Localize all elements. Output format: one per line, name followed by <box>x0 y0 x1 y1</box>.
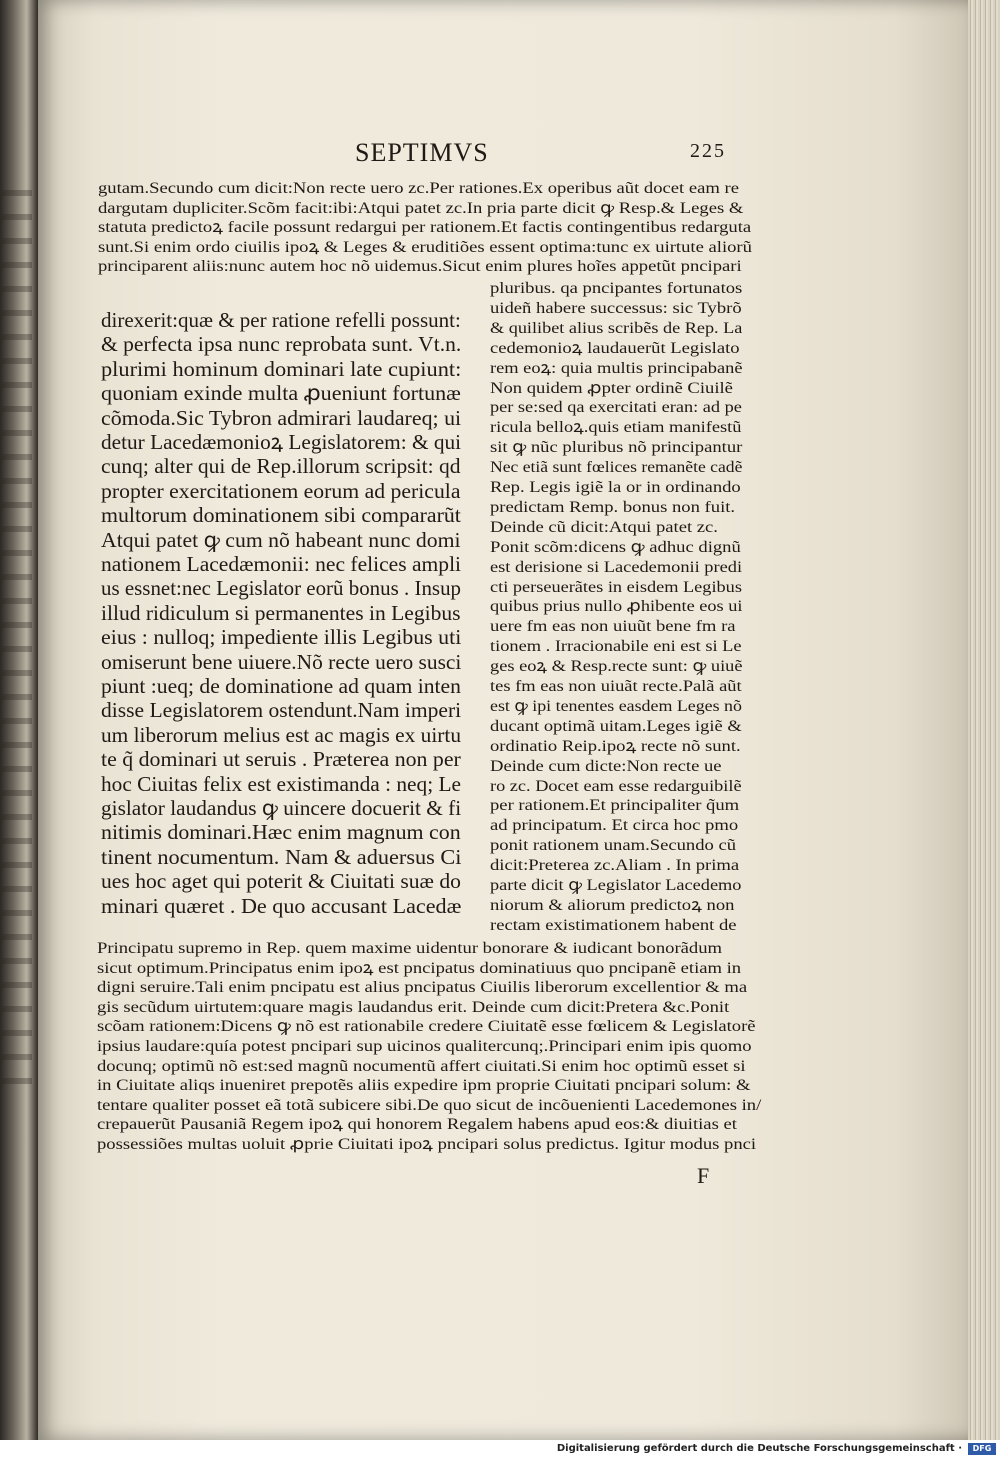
text-line: docunq; optimũ nõ est:sed magnũ nocumentũ affert ciuitati.Si enim hoc optimũ esset si <box>97 1056 746 1075</box>
text-line: ro zc. Docet eam esse redarguibilẽ <box>490 776 742 795</box>
text-line: sunt.Si enim ordo ciuilis ipoꝝ & Leges & eruditiões essent optima:tunc ex uirtute aliorũ <box>98 237 752 256</box>
text-line: omiserunt bene uiuere.Nõ recte uero susci <box>101 649 462 674</box>
text-line: tentare qualiter posset eã totã subicere sibi.De quo sicut de incõuenienti Lacedemones in/ <box>97 1095 762 1114</box>
text-line: statuta predictoꝝ facile possunt redargui per rationem.Et factis contingentibus redarguta <box>98 218 752 236</box>
text-line: dicit:Preterea zc.Aliam . In prima <box>490 856 740 875</box>
text-line: pluribus. qa pncipantes fortunatos <box>490 279 743 297</box>
footer-bar <box>0 1440 1000 1459</box>
text-line: Nec etiã sunt fœlices remanẽte cadẽ <box>490 458 743 477</box>
text-line: sicut optimum.Principatus enim ipoꝝ est pncipatus dominatiuus quo pncipanẽ etiam in <box>97 958 742 977</box>
text-line: predictam Remp. bonus non fuit. <box>490 497 736 516</box>
text-line: piunt :ueq; de dominatione ad quam inten <box>101 674 461 698</box>
text-line: digni seruire.Tali enim pncipatu est alius pncipatus Ciuilis liberorum excellentior & ma <box>97 978 748 997</box>
running-header: SEPTIMVS <box>355 138 489 167</box>
text-line: tionem . Irracionabile eni est si Le <box>490 637 742 656</box>
text-line: sit ꝙ nũc pluribus nõ principantur <box>490 438 743 457</box>
text-line: ues hoc aget qui poterit & Ciuitati suæ do <box>101 869 461 894</box>
text-line: cti perseuerãtes in eisdem Legibus <box>490 577 742 596</box>
text-line: uere fm eas non uiuũt bene fm ra <box>490 617 736 636</box>
text-line: Atqui patet ꝙ cum nõ habeant nunc domi <box>101 527 461 552</box>
text-line: direxerit:quæ & per ratione refelli possunt: <box>101 308 461 332</box>
facing-page-edge <box>0 0 38 1440</box>
text-line: quibus prius nullo ꝓhibente eos ui <box>490 597 743 616</box>
text-line: nitimis dominari.Hæc enim magnum con <box>101 820 461 845</box>
folio-number: 225 <box>690 140 726 162</box>
text-line: eius : nulloq; impediente illis Legibus uti <box>101 625 462 650</box>
text-line: um liberorum melius est ac magis ex uirtu <box>101 722 462 747</box>
text-line: niorum & aliorum predictoꝝ non <box>490 895 735 914</box>
text-line: ges eoꝝ & Resp.recte sunt: ꝙ uiuẽ <box>490 657 743 676</box>
text-line: ad principatum. Et circa hoc pmo <box>490 816 739 835</box>
text-line: quoniam exinde multa ꝓueniunt fortunæ <box>101 381 461 406</box>
text-line: us essnet:nec Legislator eorũ bonus . Insup <box>101 576 462 601</box>
text-line: ricula belloꝝ.quis etiam manifestũ <box>490 418 742 437</box>
text-line: cunq; alter qui de Rep.illorum scripsit: qd <box>101 454 461 479</box>
text-line: rectam existimationem habent de <box>490 915 737 934</box>
text-line: ponit rationem unam.Secundo cũ <box>490 836 737 855</box>
text-line: dargutam dupliciter.Scõm facit:ibi:Atqui patet zc.In pria parte dicit ꝙ Resp.& Leges & <box>98 198 744 217</box>
text-line: minari quæret . De quo accusant Lacedæ <box>101 893 462 918</box>
text-line: plurimi hominum dominari late cupiunt: <box>101 356 462 381</box>
text-line: gislator laudandus ꝙ uincere docuerit & fi <box>101 796 462 820</box>
text-line: cedemonioꝝ laudauerũt Legislato <box>490 338 740 357</box>
text-line: Deinde cũ dicit:Atqui patet zc. <box>490 517 718 536</box>
text-line: per rationem.Et principaliter q̃um <box>490 796 740 815</box>
text-line: multorum dominationem sibi compararũt <box>101 503 461 528</box>
text-line: te q̃ dominari ut seruis . Præterea non per <box>101 747 461 772</box>
text-line: tinent nocumentum. Nam & aduersus Ci <box>101 844 462 869</box>
text-line: principarent aliis:nunc autem hoc nõ uidemus.Sicut enim plures hoĩes appetũt pncipari <box>98 257 742 275</box>
text-line: est derisione si Lacedemonii predi <box>490 557 743 576</box>
page-fore-edge <box>968 0 1000 1440</box>
text-line: Rep. Legis igiẽ la or in ordinando <box>490 478 741 496</box>
text-line: gutam.Secundo cum dicit:Non recte uero zc.Per rationes.Ex operibus aũt docet eam re <box>98 179 739 197</box>
signature-mark: F <box>697 1163 710 1188</box>
facing-page-text-shadow <box>2 190 32 1090</box>
text-line: tes fm eas non uiuãt recte.Palã aũt <box>490 677 742 695</box>
text-line: scõam rationem:Dicens ꝙ nõ est rationabile credere Ciuitatẽ esse fœlicem & Legislatorẽ <box>97 1017 756 1036</box>
text-line: Principatu supremo in Rep. quem maxime uidentur bonorare & iudicant bonorãdum <box>97 939 723 957</box>
text-line: in Ciuitate aliqs inueniret prepotẽs aliis expedire ipm proprie Ciuitati pncipari solum: & <box>97 1076 751 1095</box>
text-line: per se:sed qa exercitati eran: ad pe <box>490 398 742 417</box>
text-line: & perfecta ipsa nunc reprobata sunt. Vt.n. <box>101 332 462 357</box>
text-line: Ponit scõm:dicens ꝙ adhuc dignũ <box>490 537 741 556</box>
text-line: parte dicit ꝙ Legislator Lacedemo <box>490 876 742 894</box>
text-line: Deinde cum dicte:Non recte ue <box>490 756 722 775</box>
text-line: ducant optimã uitam.Leges igiẽ & <box>490 716 742 735</box>
text-line: rem eoꝝ: quia multis principabanẽ <box>490 358 743 377</box>
text-line: cõmoda.Sic Tybron admirari laudareq; ui <box>101 405 462 430</box>
text-line: est ꝙ ipi tenentes easdem Leges nõ <box>490 696 742 715</box>
text-line: crepauerũt Pausaniã Regem ipoꝝ qui honorem Regalem habens apud eos:& diuitias et <box>97 1115 737 1134</box>
text-line: disse Legislatorem ostendunt.Nam imperi <box>101 698 462 723</box>
text-line: ipsius laudare:quía potest pncipari sup uicinos qualitercunq;.Principari enim ipis quomo <box>97 1037 752 1055</box>
funding-credit: Digitalisierung gefördert durch die Deutsche Forschungsgemeinschaft · <box>556 1443 962 1454</box>
text-line: gis secũdum uirtutem:quare magis laudandus erit. Deinde cum dicit:Pretera &c.Ponit <box>97 997 730 1016</box>
text-line: ordinatio Reip.ipoꝝ recte nõ sunt. <box>490 736 741 755</box>
text-line: uideñ habere successus: sic Tybrõ <box>490 298 742 317</box>
dfg-logo: DFG <box>968 1443 996 1455</box>
text-line: propter exercitationem eorum ad pericula <box>101 478 461 503</box>
text-line: illud ridiculum si permanentes in Legibus <box>101 600 461 625</box>
text-line: Non quidem ꝓpter ordinẽ Ciuilẽ <box>490 378 733 397</box>
text-line: nationem Lacedæmonii: nec felices ampli <box>101 552 462 576</box>
text-line: hoc Ciuitas felix est existimanda : neq; Le <box>101 771 461 796</box>
text-line: possessiões multas uoluit ꝓprie Ciuitati ipoꝝ pncipari solus predictus. Igitur modus pnci <box>97 1135 757 1153</box>
text-line: & quilibet alius scribẽs de Rep. La <box>490 318 743 337</box>
text-line: detur Lacedæmonioꝝ Legislatorem: & qui <box>101 430 462 454</box>
